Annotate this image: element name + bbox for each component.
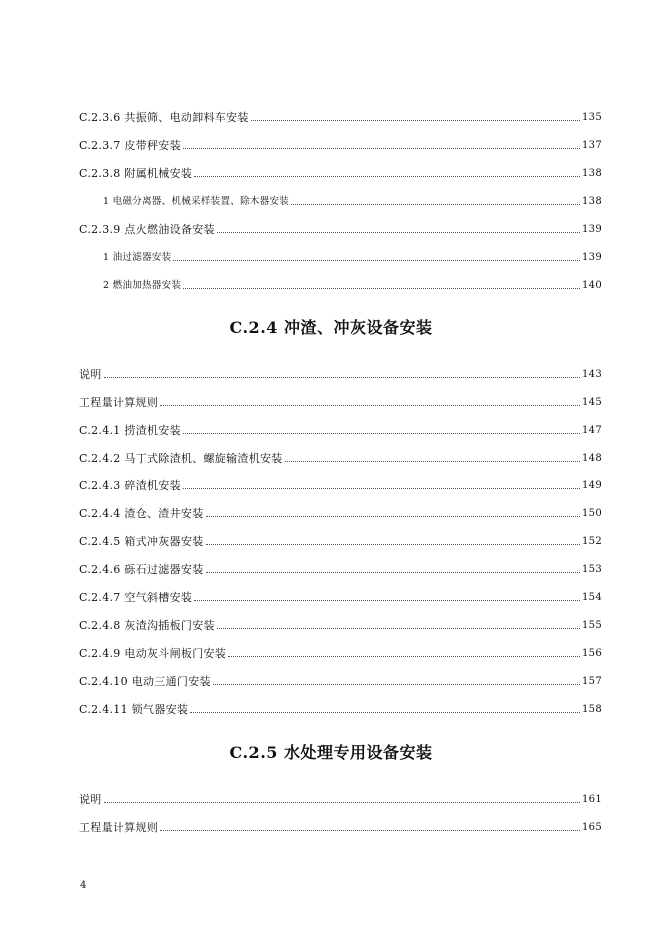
toc-entry[interactable] — [79, 533, 602, 549]
dot-leader — [104, 802, 580, 803]
dot-leader — [213, 684, 580, 685]
dot-leader — [228, 656, 580, 657]
dot-leader — [206, 516, 580, 517]
toc-entry[interactable] — [79, 221, 602, 237]
dot-leader — [173, 260, 580, 261]
dot-leader — [104, 377, 580, 378]
toc-entry-page: 158 — [582, 704, 602, 715]
toc-entry[interactable] — [79, 366, 602, 382]
toc-subentry[interactable] — [103, 193, 602, 209]
dot-leader — [183, 488, 580, 489]
toc-entry-title: C.2.4.2 马丁式除渣机、螺旋输渣机安装 — [79, 452, 283, 465]
toc-subentry-title: 1 电磁分离器、机械采样装置、除木器安装 — [103, 196, 290, 207]
toc-entry-title: C.2.4.5 箱式冲灰器安装 — [79, 535, 204, 548]
toc-entry[interactable] — [79, 589, 602, 605]
dot-leader — [183, 148, 580, 149]
toc-entry-title: 工程量计算规则 — [79, 396, 159, 409]
toc-entry-title: C.2.3.6 共振筛、电动卸料车安装 — [79, 111, 249, 124]
toc-entry-page: 153 — [582, 564, 602, 575]
section-heading: C.2.4 冲渣、冲灰设备安装 — [229, 318, 433, 337]
toc-entry-page: 161 — [582, 794, 602, 805]
toc-entry-title: C.2.4.7 空气斜槽安装 — [79, 591, 193, 604]
section-heading: C.2.5 水处理专用设备安装 — [229, 743, 433, 762]
toc-subentry-title: 2 燃油加热器安装 — [103, 280, 182, 291]
dot-leader — [291, 204, 580, 205]
dot-leader — [285, 461, 580, 462]
toc-entry[interactable] — [79, 109, 602, 125]
toc-entry[interactable] — [79, 137, 602, 153]
toc-entry-page: 148 — [582, 453, 602, 464]
toc-entry-page: 155 — [582, 620, 602, 631]
toc-entry-title: 工程量计算规则 — [79, 821, 159, 834]
toc-entry-title: C.2.4.3 碎渣机安装 — [79, 479, 181, 492]
toc-entry-page: 137 — [582, 140, 602, 151]
toc-entry[interactable] — [79, 394, 602, 410]
dot-leader — [206, 544, 580, 545]
dot-leader — [160, 405, 580, 406]
toc-entry-title: C.2.4.1 捞渣机安装 — [79, 424, 181, 437]
dot-leader — [217, 232, 580, 233]
toc-entry[interactable] — [79, 165, 602, 181]
toc-entry-title: C.2.4.9 电动灰斗闸板门安装 — [79, 647, 227, 660]
dot-leader — [160, 830, 580, 831]
toc-entry-title: C.2.4.11 锁气器安装 — [79, 703, 189, 716]
toc-entry-title: 说明 — [79, 368, 102, 381]
toc-entry-title: C.2.4.8 灰渣沟插板门安装 — [79, 619, 215, 632]
toc-entry-page: 156 — [582, 648, 602, 659]
page-number: 4 — [80, 880, 87, 891]
dot-leader — [217, 628, 580, 629]
toc-entry-title: C.2.4.4 渣仓、渣井安装 — [79, 507, 204, 520]
toc-entry[interactable] — [79, 791, 602, 807]
toc-entry-page: 139 — [582, 224, 602, 235]
toc-entry-page: 152 — [582, 536, 602, 547]
dot-leader — [194, 176, 580, 177]
toc-entry-title: C.2.4.6 砾石过滤器安装 — [79, 563, 204, 576]
toc-entry-page: 150 — [582, 508, 602, 519]
toc-entry[interactable] — [79, 617, 602, 633]
toc-entry[interactable] — [79, 673, 602, 689]
toc-entry-page: 149 — [582, 480, 602, 491]
toc-subentry-title: 1 油过滤器安装 — [103, 252, 172, 263]
toc-entry[interactable] — [79, 561, 602, 577]
dot-leader — [206, 572, 580, 573]
toc-entry-title: C.2.3.8 附属机械安装 — [79, 167, 193, 180]
toc-entry-page: 154 — [582, 592, 602, 603]
dot-leader — [194, 600, 580, 601]
toc-entry[interactable] — [79, 819, 602, 835]
toc-entry[interactable] — [79, 701, 602, 717]
toc-subentry-page: 138 — [582, 196, 602, 207]
toc-entry-page: 145 — [582, 397, 602, 408]
toc-subentry[interactable] — [103, 277, 602, 293]
toc-entry-title: 说明 — [79, 793, 102, 806]
dot-leader — [251, 120, 580, 121]
dot-leader — [183, 288, 580, 289]
toc-entry[interactable] — [79, 477, 602, 493]
toc-entry-page: 157 — [582, 676, 602, 687]
toc-entry[interactable] — [79, 505, 602, 521]
toc-entry-title: C.2.3.9 点火燃油设备安装 — [79, 223, 215, 236]
toc-entry-page: 147 — [582, 425, 602, 436]
toc-entry[interactable] — [79, 422, 602, 438]
toc-entry[interactable] — [79, 645, 602, 661]
toc-entry-title: C.2.3.7 皮带秤安装 — [79, 139, 181, 152]
dot-leader — [183, 433, 580, 434]
toc-entry[interactable] — [79, 450, 602, 466]
toc-entry-page: 135 — [582, 112, 602, 123]
toc-subentry-page: 139 — [582, 252, 602, 263]
toc-entry-page: 165 — [582, 822, 602, 833]
toc-subentry-page: 140 — [582, 280, 602, 291]
toc-subentry[interactable] — [103, 249, 602, 265]
toc-entry-page: 138 — [582, 168, 602, 179]
toc-entry-page: 143 — [582, 369, 602, 380]
dot-leader — [190, 712, 580, 713]
toc-entry-title: C.2.4.10 电动三通门安装 — [79, 675, 211, 688]
